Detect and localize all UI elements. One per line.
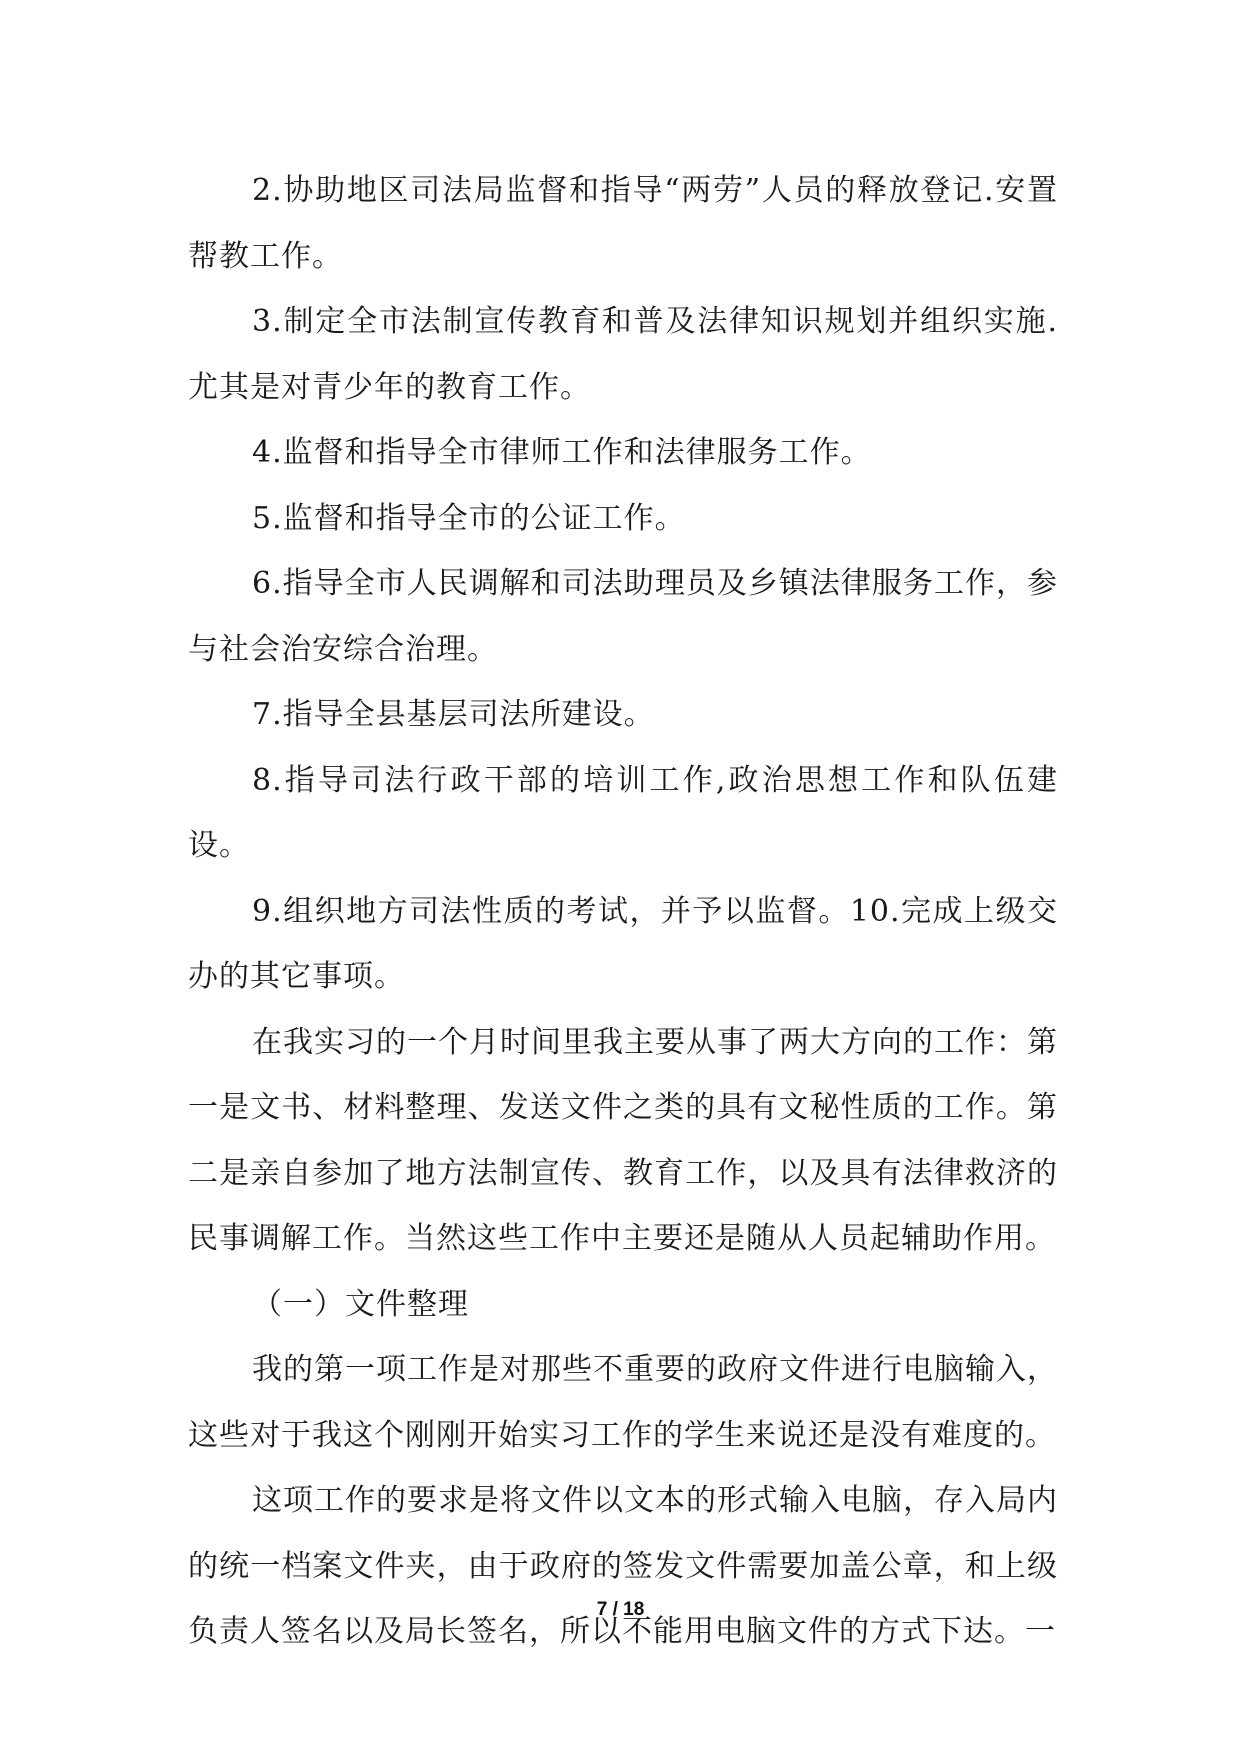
paragraph-item-9-10: 9.组织地方司法性质的考试，并予以监督。10.完成上级交办的其它事项。 bbox=[188, 893, 1058, 994]
section-heading-file-organization: （一）文件整理 bbox=[252, 1286, 469, 1322]
paragraph-item-2: 2.协助地区司法局监督和指导“两劳”人员的释放登记.安置帮教工作。 bbox=[188, 173, 1058, 274]
page-number: 7 / 18 bbox=[596, 1599, 645, 1620]
paragraph-task-requirements: 这项工作的要求是将文件以文本的形式输入电脑，存入局内的统一档案文件夹，由于政府的签发文件需要加盖公章，和上级负责人签名以及局长签名，所以不能用电脑文件的方式下达。一 bbox=[188, 1483, 1058, 1649]
paragraph-item-5: 5.监督和指导全市的公证工作。 bbox=[252, 500, 686, 536]
document-body bbox=[188, 158, 1058, 1665]
paragraph-internship-overview: 在我实习的一个月时间里我主要从事了两大方向的工作：第一是文书、材料整理、发送文件之类的具有文秘性质的工作。第二是亲自参加了地方法制宣传、教育工作，以及具有法律救济的民事调解工作。当然这些工作中主要还是随从人员起辅助作用。 bbox=[188, 1024, 1058, 1256]
paragraph-item-7: 7.指导全县基层司法所建设。 bbox=[252, 697, 655, 732]
paragraph-first-task: 我的第一项工作是对那些不重要的政府文件进行电脑输入，这些对于我这个刚刚开始实习工作的学生来说还是没有难度的。 bbox=[188, 1352, 1058, 1453]
paragraph-item-3: 3.制定全市法制宣传教育和普及法律知识规划并组织实施.尤其是对青少年的教育工作。 bbox=[188, 304, 1058, 405]
paragraph-item-4: 4.监督和指导全市律师工作和法律服务工作。 bbox=[252, 435, 872, 470]
paragraph-item-8: 8.指导司法行政干部的培训工作,政治思想工作和队伍建设。 bbox=[188, 762, 1058, 863]
paragraph-item-6: 6.指导全市人民调解和司法助理员及乡镇法律服务工作，参与社会治安综合治理。 bbox=[188, 566, 1058, 667]
